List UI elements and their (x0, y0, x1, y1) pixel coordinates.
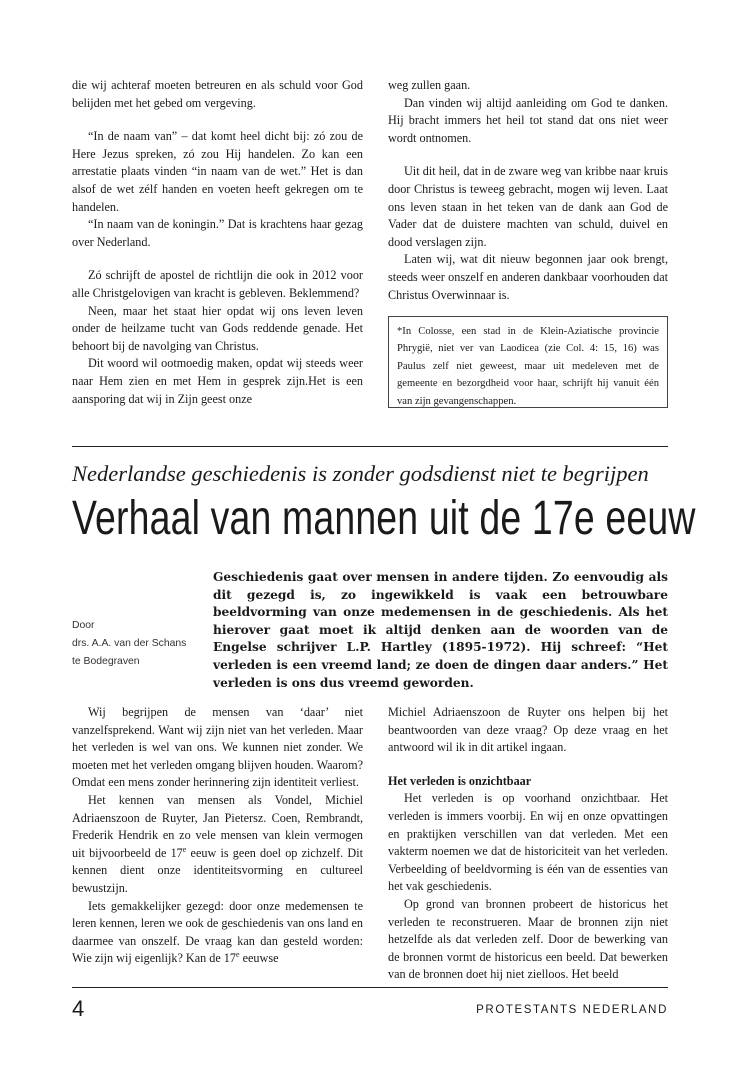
paragraph: Wij begrijpen de mensen van ‘daar’ niet vanzelfsprekend. Want wij zijn niet van het verleden. Maar het verleden is wel van ons. We kunnen niet zonder. We moeten met het verleden omgang blijven houden. Waarom? Omdat een mens zonder herinnering zijn identiteit verliest. (72, 705, 363, 790)
magazine-name: PROTESTANTS NEDERLAND (476, 1004, 668, 1016)
article-subtitle: Nederlandse geschiedenis is zonder godsdienst niet te begrijpen (72, 461, 649, 486)
paragraph: Het verleden is op voorhand onzichtbaar. Het verleden is immers voorbij. En wij en onze opvattingen en praktijken verschillen van dat verleden. Met een vakterm noemen we dat de historiciteit van het verleden. Verbeelding of beeldvorming is één van de essenties van het vak geschiedenis. (388, 791, 668, 894)
paragraph: Laten wij, wat dit nieuw begonnen jaar ook brengt, steeds weer onszelf en anderen dankbaar voorhouden dat Christus Overwinnaar is. (388, 252, 668, 302)
paragraph: Dan vinden wij altijd aanleiding om God te danken. Hij bracht immers het heil tot stand dat ons niet weer wordt ontnomen. (388, 95, 668, 145)
footnote-box: *In Colosse, een stad in de Klein-Aziatische provincie Phrygië, niet ver van Laodicea (zie Col. 4: 15, 16) was Paulus zelf niet geweest, maar uit medeleven met de gemeente en bezorgdheid voor haar, schrijft hij vanuit één van zijn gevangenschappen. (388, 316, 668, 408)
previous-article-right-column (388, 77, 668, 304)
page-number: 4 (72, 996, 85, 1021)
divider-top (72, 446, 668, 447)
superscript: e (236, 950, 240, 960)
paragraph: Uit dit heil, dat in de zware weg van kribbe naar kruis door Christus is teweeg gebracht, mogen wij leven. Laat ons leven staan in het teken van de dank aan God de Vader dat de duistere machten van schuld, duivel en dood verslagen zijn. (388, 164, 668, 249)
byline-prefix: Door (72, 620, 95, 631)
paragraph: Zó schrijft de apostel de richtlijn die ook in 2012 voor alle Christgelovigen van kracht is gebleven. Beklemmend? (72, 268, 363, 300)
byline-author: drs. A.A. van der Schans (72, 637, 187, 649)
article-left-column (72, 704, 363, 968)
divider-footer (72, 987, 668, 988)
paragraph: Het kennen van mensen als Vondel, Michiel Adriaenszoon de Ruyter, Jan Pietersz. Coen, Rembrandt, Frederik Hendrik en zo vele mensen van klein vermogen uit bijvoorbeeld de 17e eeuw is geen doel op zichzelf. Dit kennen dient onze identiteitsvorming en cultureel bewustzijn. (72, 792, 364, 895)
paragraph: die wij achteraf moeten betreuren en als schuld voor God belijden met het gebed om vergeving. (72, 78, 363, 110)
byline (72, 617, 202, 670)
article-headline: Verhaal van mannen uit de 17e eeuw (72, 492, 696, 545)
paragraph: Dit woord wil ootmoedig maken, opdat wij steeds weer naar Hem zien en met Hem in gesprek zijn.Het is een aansporing dat wij in Zijn geest onze (72, 356, 363, 406)
article-intro: Geschiedenis gaat over mensen in andere tijden. Zo eenvoudig als dit gezegd is, zo ingewikkeld is vaak een betrouwbare beeldvorming van onze medemensen in de geschiedenis. Als het hierover gaat moet ik altijd denken aan de woorden van de Engelse schrijver L.P. Hartley (1895-1972). Hij schreef: “Het verleden is een vreemd land; ze doen de dingen daar anders.” Het verleden is ons dus vreemd geworden. (213, 570, 668, 690)
paragraph: “In naam van de koningin.” Dat is krachtens haar gezag over Nederland. (72, 217, 363, 249)
previous-article-left-column (72, 77, 363, 408)
paragraph: Iets gemakkelijker gezegd: door onze medemensen te leren kennen, leren we ook de geschiedenis van ons land en daarmee van onszelf. De vraag kan dan gesteld worden: Wie zijn wij eigenlijk? Kan de 17e eeuwse (72, 898, 363, 966)
byline-location: te Bodegraven (72, 655, 140, 667)
paragraph: “In de naam van” – dat komt heel dicht bij: zó zou de Here Jezus spreken, zó zou Hij handelen. Zo kan een arrestatie plaats vinden “in naam van de wet.” Het is dan alsof de wet zélf handen en voeten heeft gekregen om te handelen. (72, 129, 363, 214)
paragraph: Michiel Adriaenszoon de Ruyter ons helpen bij het beantwoorden van deze vraag? Op deze vraag en het antwoord wil ik in dit artikel ingaan. (388, 705, 668, 755)
article-right-column (388, 704, 668, 984)
section-heading: Het verleden is onzichtbaar (388, 773, 532, 788)
paragraph: weg zullen gaan. (388, 78, 471, 92)
paragraph: Op grond van bronnen probeert de historicus het verleden te reconstrueren. Maar de bronnen zijn niet hetzelfde als dat verleden zelf. Door de bewerking van de bronnen vormt de historicus een beeld. Dat bewerken van de bronnen doet hij niet zielloos. Het beeld (388, 896, 668, 982)
superscript: e (182, 844, 187, 854)
paragraph: Neen, maar het staat hier opdat wij ons leven leven onder de heilzame tucht van Gods reddende genade. Het behoort bij de navolging van Christus. (72, 303, 363, 353)
